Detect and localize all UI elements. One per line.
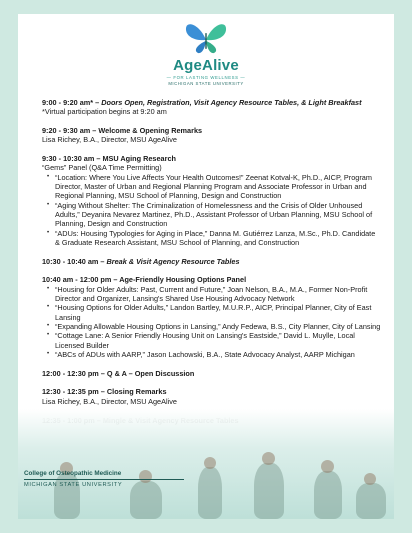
agenda-item-doors-open (42, 98, 382, 117)
agenda-heading: 12:00 - 12:30 pm – Q & A – Open Discussion (42, 368, 195, 378)
talk-list (42, 285, 382, 359)
agenda-item-break (42, 257, 382, 266)
divider (24, 479, 184, 480)
list-item: • “ADUs: Housing Typologies for Aging in Place,” Danna M. Gutiérrez Lanza, M.Sc., Ph.D. Candidate & Graduate Research Assistant, MSU School of Planning, and Construction (42, 229, 382, 248)
agenda-speaker: Lisa Richey, B.A., Director, MSU AgeAlive (42, 396, 177, 406)
butterfly-icon (183, 20, 229, 56)
agenda (42, 98, 382, 434)
agenda-note: *Virtual participation begins at 9:20 am (42, 107, 167, 117)
agenda-heading: 9:30 - 10:30 am – MSU Aging Research (42, 154, 176, 164)
agenda-heading: 12:30 - 12:35 pm – Closing Remarks (42, 387, 167, 397)
list-item: • “ABCs of ADUs with AARP,” Jason Lachowski, B.A., State Advocacy Analyst, AARP Michigan (42, 350, 382, 359)
footer-photo (18, 409, 394, 519)
agenda-item-closing (42, 387, 382, 406)
list-item: • “Housing for Older Adults: Past, Current and Future,” Joan Nelson, B.A., M.A., Former Non-Profit Director and Organizer, Lansing's Shared Use Housing Advocacy Network (42, 285, 382, 304)
agenda-item-msu-aging-research (42, 154, 382, 247)
agealive-logo (18, 20, 394, 86)
list-item: • “Housing Options for Older Adults,” Landon Bartley, M.U.R.P., AICP, Principal Planner, City of East Lansing (42, 303, 382, 322)
agenda-speaker: Lisa Richey, B.A., Director, MSU AgeAlive (42, 135, 177, 145)
agenda-heading: 9:20 - 9:30 am – Welcome & Opening Remarks (42, 126, 203, 136)
brand-university: MICHIGAN STATE UNIVERSITY (168, 81, 244, 86)
agenda-item-qa (42, 369, 382, 378)
college-university: MICHIGAN STATE UNIVERSITY (24, 481, 123, 488)
agenda-subheading: “Gems” Panel (Q&A Time Permitting) (42, 163, 162, 173)
brand-tagline: — FOR LASTING WELLNESS — (166, 75, 246, 80)
talk-list (42, 173, 382, 247)
flyer-page (18, 14, 394, 519)
agenda-heading: 9:00 - 9:20 am* – Doors Open, Registration, Visit Agency Resource Tables, & Light Breakfast (42, 98, 362, 107)
brand-name: AgeAlive (173, 57, 239, 74)
college-name: College of Osteopathic Medicine (24, 470, 122, 478)
agenda-item-welcome (42, 126, 382, 145)
agenda-item-housing-panel (42, 275, 382, 359)
list-item: • “Location: Where You Live Affects Your Health Outcomes!” Zeenat Kotval-K, Ph.D., AICP, Program Director, Master of Urban and Regional Planning Program and Associate Professor in Urban and Regional Planning, MSU School of Planning, Design and Construction (42, 173, 382, 201)
agenda-heading: 10:40 am - 12:00 pm – Age-Friendly Housing Options Panel (42, 275, 247, 285)
list-item: • “Expanding Allowable Housing Options in Lansing,” Andy Fedewa, B.S., City Planner, City of Lansing (42, 322, 382, 331)
agenda-heading: 10:30 - 10:40 am – Break & Visit Agency Resource Tables (42, 256, 240, 266)
college-logo (24, 470, 184, 489)
list-item: • “Cottage Lane: A Senior Friendly Housing Unit on Lansing's Eastside,” David L. Muylle, Local Licensed Builder (42, 331, 382, 350)
list-item: • “Aging Without Shelter: The Criminalization of Homelessness and the Crisis of Older Unhoused Adults,” Deyanira Nevarez Martinez, Ph.D., Assistant Professor of Urban Planning, MSU School of Planning, Design and Construction (42, 201, 382, 229)
